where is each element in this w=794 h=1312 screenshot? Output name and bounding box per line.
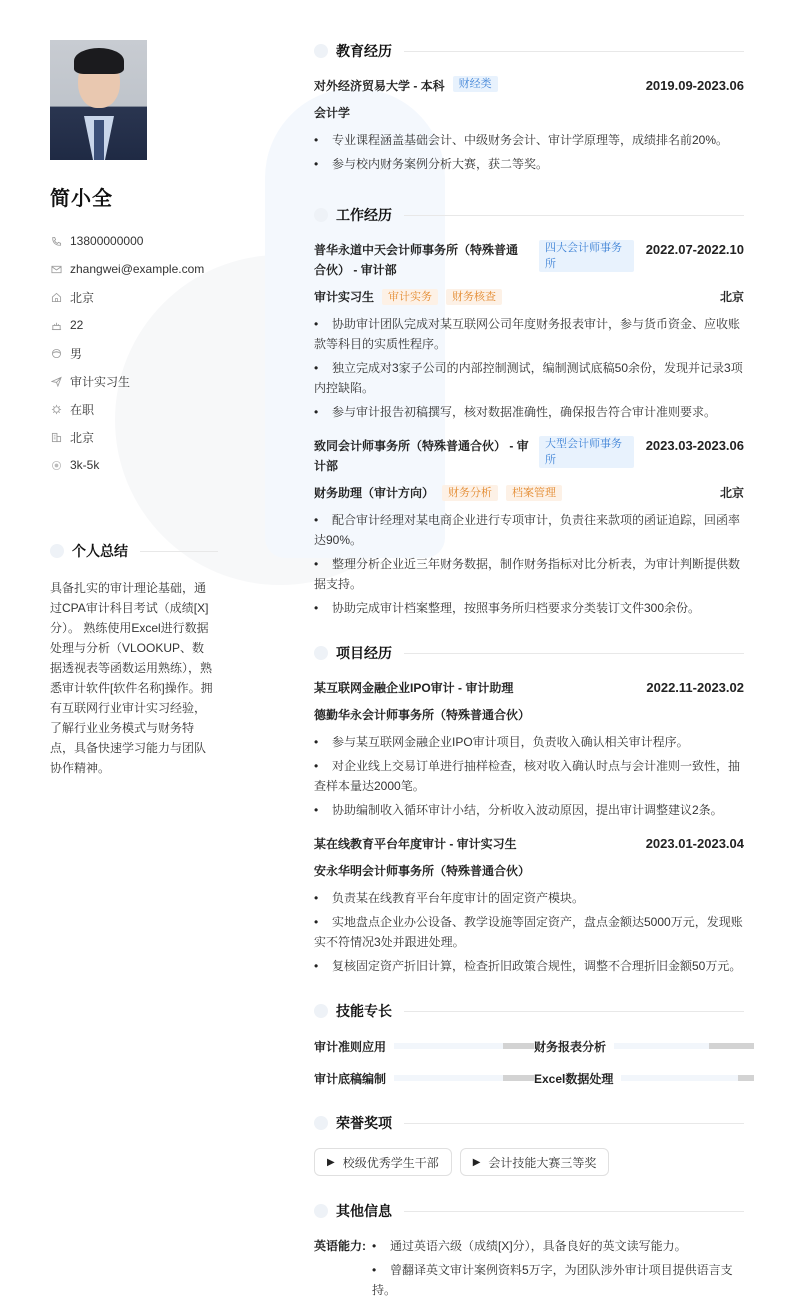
mail-icon [50, 263, 62, 275]
info-value: 北京 [70, 430, 95, 445]
job-location: 北京 [719, 486, 744, 500]
phone-icon [50, 235, 62, 247]
date-range: 2019.09-2023.06 [645, 78, 744, 93]
section-header [314, 1200, 744, 1222]
project-name: 某在线教育平台年度审计 - 审计实习生 [314, 837, 517, 851]
date-range: 2022.07-2022.10 [645, 242, 744, 257]
project-entry [314, 834, 744, 976]
project-org: 德勤华永会计师事务所（特殊普通合伙） [314, 708, 531, 722]
info-value: zhangwei@example.com [70, 262, 205, 276]
bullet-item: • 对企业线上交易订单进行抽样检查，核对收入确认时点与会计准则一致性，抽查样本量达2000笔。 [314, 756, 744, 796]
skill-tag: 档案管理 [506, 485, 562, 501]
section-title: 荣誉奖项 [336, 1115, 392, 1131]
date-range: 2023.03-2023.06 [645, 438, 744, 453]
awards-list [314, 1148, 744, 1176]
other-label: 英语能力: [314, 1239, 366, 1253]
profile-photo [50, 40, 147, 160]
skill-item [534, 1036, 754, 1056]
major: 会计学 [314, 106, 351, 120]
school-tag: 财经类 [453, 76, 498, 92]
info-value: 3k-5k [70, 458, 100, 472]
skill-tag: 财务分析 [442, 485, 498, 501]
bullet-item: • 专业课程涵盖基础会计、中级财务会计、审计学原理等，成绩排名前20%。 [314, 130, 744, 150]
resume-main [314, 40, 744, 1312]
section-dot-icon [314, 44, 328, 58]
bullet-item: • 协助编制收入循环审计小结，分析收入波动原因，提出审计调整建议2条。 [314, 800, 744, 820]
section-header [314, 1000, 744, 1022]
divider [140, 551, 218, 552]
school-name: 对外经济贸易大学 - 本科 [314, 79, 445, 93]
divider [404, 1211, 744, 1212]
divider [404, 215, 744, 216]
section-title: 工作经历 [336, 207, 392, 223]
info-age [50, 311, 218, 339]
projects-section [314, 642, 744, 976]
info-salary [50, 451, 218, 479]
gender-icon [50, 347, 62, 359]
bullet-item: • 协助审计团队完成对某互联网公司年度财务报表审计，参与货币资金、应收账款等科目的实质性程序。 [314, 314, 744, 354]
date-range: 2022.11-2023.02 [646, 680, 744, 695]
section-title: 项目经历 [336, 645, 392, 661]
info-city [50, 423, 218, 451]
section-title: 个人总结 [72, 543, 128, 559]
company-tag: 大型会计师事务所 [539, 436, 634, 468]
skill-item [534, 1068, 754, 1088]
section-header [314, 1112, 744, 1134]
project-name: 某互联网金融企业IPO审计 - 审计助理 [314, 681, 514, 695]
section-header [314, 642, 744, 664]
project-org: 安永华明会计师事务所（特殊普通合伙） [314, 864, 531, 878]
send-icon [50, 375, 62, 387]
info-location [50, 283, 218, 311]
section-title: 教育经历 [336, 43, 392, 59]
education-entry [314, 76, 744, 174]
award-item [460, 1148, 610, 1176]
project-entry [314, 678, 744, 820]
skills-section [314, 1000, 744, 1088]
triangle-icon: ▶ [327, 1156, 335, 1168]
section-title: 技能专长 [336, 1003, 392, 1019]
info-value: 北京 [70, 290, 95, 305]
bullet-item: • 参与校内财务案例分析大赛，获二等奖。 [314, 154, 744, 174]
bullet-item: • 复核固定资产折旧计算，检查折旧政策合规性，调整不合理折旧金额50万元。 [314, 956, 744, 976]
bullet-item: • 参与审计报告初稿撰写，核对数据准确性，确保报告符合审计准则要求。 [314, 402, 744, 422]
info-value: 男 [70, 346, 83, 361]
section-dot-icon [314, 1116, 328, 1130]
skill-level-bar [394, 1043, 534, 1049]
cake-icon [50, 319, 62, 331]
bullet-item: • 整理分析企业近三年财务数据，制作财务指标对比分析表，为审计判断提供数据支持。 [314, 554, 744, 594]
job-location: 北京 [719, 290, 744, 304]
section-dot-icon [314, 208, 328, 222]
skill-name: Excel数据处理 [534, 1071, 614, 1086]
profile-sidebar [50, 40, 218, 775]
info-gender [50, 339, 218, 367]
other-section [314, 1200, 744, 1304]
section-dot-icon [314, 1004, 328, 1018]
info-status [50, 395, 218, 423]
skills-grid [314, 1036, 744, 1088]
triangle-icon: ▶ [472, 1156, 481, 1168]
info-value: 审计实习生 [70, 374, 131, 389]
contact-info-list [50, 227, 218, 479]
divider [404, 1123, 744, 1124]
skill-name: 审计准则应用 [314, 1039, 387, 1054]
bullet-item: • 负责某在线教育平台年度审计的固定资产模块。 [314, 888, 744, 908]
section-header [314, 204, 744, 226]
award-item [314, 1148, 452, 1176]
status-icon [50, 403, 62, 415]
bullet-item: • 参与某互联网金融企业IPO审计项目，负责收入确认相关审计程序。 [314, 732, 744, 752]
bullet-item: • 曾翻译英文审计案例资料5万字，为团队涉外审计项目提供语言支持。 [372, 1260, 744, 1300]
skill-item [314, 1068, 534, 1088]
bullet-item: • 配合审计经理对某电商企业进行专项审计，负责往来款项的函证追踪，回函率达90%。 [314, 510, 744, 550]
bullet-item: • 实地盘点企业办公设备、教学设施等固定资产，盘点金额达5000万元，发现账实不符情况3处并跟进处理。 [314, 912, 744, 952]
section-header [50, 540, 218, 562]
skill-name: 财务报表分析 [534, 1039, 607, 1054]
skill-level-bar [394, 1075, 534, 1081]
home-icon [50, 291, 62, 303]
divider [404, 653, 744, 654]
work-entry [314, 240, 744, 422]
info-value: 22 [70, 318, 84, 332]
building-icon [50, 431, 62, 443]
job-role: 审计实习生 [314, 290, 375, 304]
awards-section [314, 1112, 744, 1176]
skill-name: 审计底稿编制 [314, 1071, 387, 1086]
company-name: 致同会计师事务所（特殊普通合伙） - 审计部 [314, 439, 529, 473]
skill-level-bar [621, 1075, 754, 1081]
skill-item [314, 1036, 534, 1056]
skill-tag: 审计实务 [382, 289, 438, 305]
candidate-name: 简小全 [50, 188, 113, 210]
education-section [314, 40, 744, 174]
info-value: 13800000000 [70, 234, 144, 248]
company-tag: 四大会计师事务所 [539, 240, 634, 272]
section-dot-icon [50, 544, 64, 558]
section-title: 其他信息 [336, 1203, 392, 1219]
divider [404, 1011, 744, 1012]
job-role: 财务助理（审计方向） [314, 486, 435, 500]
work-entry [314, 436, 744, 618]
skill-tag: 财务核查 [446, 289, 502, 305]
english-ability [314, 1236, 744, 1304]
summary-text: 具备扎实的审计理论基础，通过CPA审计科目考试（成绩[X]分）。 熟练使用Excel进行数据处理与分析（VLOOKUP、数据透视表等函数运用熟练），熟悉审计软件[软件名称]操作。拥有互联网行业审计实习经验，了解行业业务模式与财务特点，具备快速学习能力与团队协作精神。 [50, 581, 213, 775]
divider [404, 51, 744, 52]
section-header [314, 40, 744, 62]
section-dot-icon [314, 646, 328, 660]
skill-level-bar [614, 1043, 754, 1049]
info-value: 在职 [70, 402, 95, 417]
bullet-item: • 通过英语六级（成绩[X]分），具备良好的英文读写能力。 [372, 1236, 744, 1256]
summary-section [50, 540, 218, 778]
company-name: 普华永道中天会计师事务所（特殊普通合伙） - 审计部 [314, 243, 519, 277]
bullet-item: • 协助完成审计档案整理，按照事务所归档要求分类装订文件300余份。 [314, 598, 744, 618]
award-label: 校级优秀学生干部 [342, 1155, 439, 1170]
date-range: 2023.01-2023.04 [645, 836, 744, 851]
info-job-target [50, 367, 218, 395]
info-phone [50, 227, 218, 255]
salary-icon [50, 459, 62, 471]
section-dot-icon [314, 1204, 328, 1218]
info-email [50, 255, 218, 283]
award-label: 会计技能大赛三等奖 [488, 1155, 597, 1170]
bullet-item: • 独立完成对3家子公司的内部控制测试，编制测试底稿50余份，发现并记录3项内控缺陷。 [314, 358, 744, 398]
work-section [314, 204, 744, 618]
